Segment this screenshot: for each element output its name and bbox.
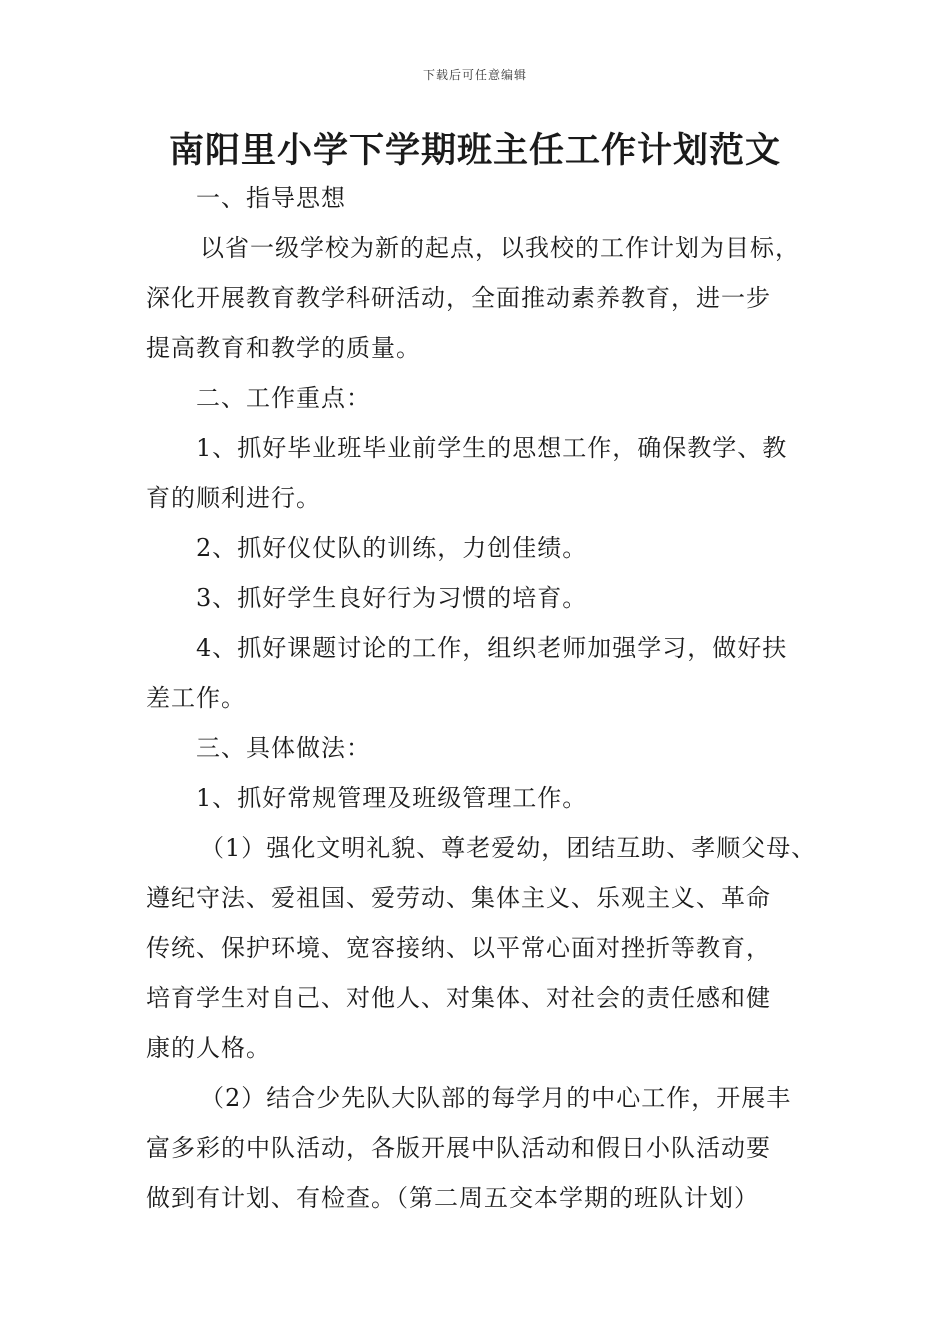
sub-item-line: 康的人格。 [146,1034,271,1062]
sub-item-line: 传统、保护环境、宽容接纳、以平常心面对挫折等教育， [146,934,771,962]
sub-item-line: 富多彩的中队活动，各版开展中队活动和假日小队活动要 [146,1134,771,1162]
section-heading-guiding-ideology: 一、指导思想 [196,184,346,212]
sub-item-line: （1）强化文明礼貌、尊老爱幼，团结互助、孝顺父母、 [200,834,817,862]
sub-item-line: 遵纪守法、爱祖国、爱劳动、集体主义、乐观主义、革命 [146,884,771,912]
sub-item-line: （2）结合少先队大队部的每学月的中心工作，开展丰 [200,1084,792,1112]
paragraph-line: 提高教育和教学的质量。 [146,334,421,362]
sub-item-line: 培育学生对自己、对他人、对集体、对社会的责任感和健 [146,984,771,1012]
section-heading-methods: 三、具体做法： [196,734,371,762]
list-item-line: 4、抓好课题讨论的工作，组织老师加强学习，做好扶 [196,634,788,662]
list-item-line: 2、抓好仪仗队的训练，力创佳绩。 [196,534,588,562]
sub-item-line: 做到有计划、有检查。（第二周五交本学期的班队计划） [146,1184,759,1212]
list-item-line: 1、抓好常规管理及班级管理工作。 [196,784,588,812]
document-title: 南阳里小学下学期班主任工作计划范文 [168,131,781,171]
paragraph-line: 深化开展教育教学科研活动，全面推动素养教育，进一步 [146,284,771,312]
header-note: 下载后可任意编辑 [422,68,527,82]
list-item-line: 1、抓好毕业班毕业前学生的思想工作，确保教学、教 [196,434,788,462]
section-heading-work-focus: 二、工作重点： [196,384,371,412]
list-item-line: 3、抓好学生良好行为习惯的培育。 [196,584,588,612]
paragraph-line: 以省一级学校为新的起点，以我校的工作计划为目标， [200,234,800,262]
list-item-line: 差工作。 [146,684,246,712]
list-item-line: 育的顺利进行。 [146,484,321,512]
